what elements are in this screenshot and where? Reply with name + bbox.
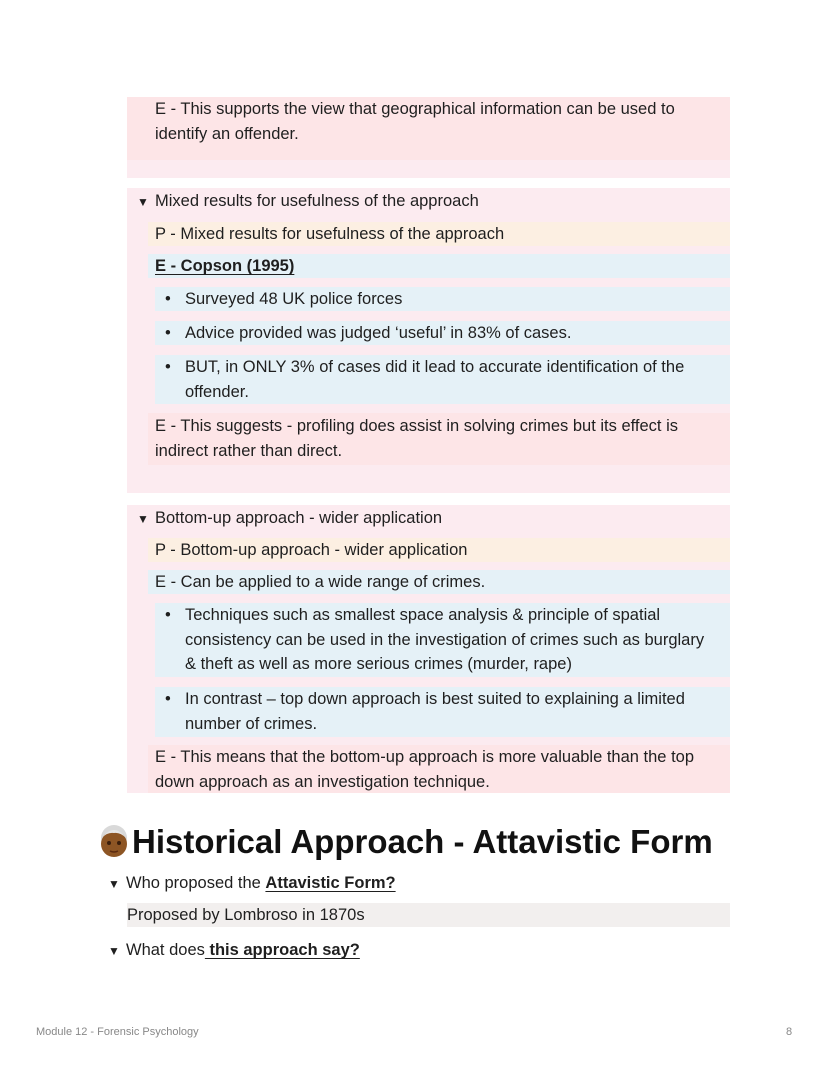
- explain-row: [148, 413, 730, 465]
- bullet-icon: •: [165, 690, 171, 708]
- footer-page-number: 8: [786, 1026, 793, 1038]
- evidence-row: [148, 570, 730, 594]
- toggle-mixed-results[interactable]: [137, 189, 727, 213]
- evidence-row: [148, 254, 730, 278]
- bullet-text: BUT, in ONLY 3% of cases did it lead to accurate identification of the offender.: [185, 358, 685, 401]
- bullet-text: Techniques such as smallest space analysis & principle of spatial consistency can be used in the investigation of crimes such as burglary & theft as well as more serious crimes (murder, rape): [185, 606, 705, 673]
- evaluation-block-2: [127, 188, 730, 493]
- bullet-icon: •: [165, 324, 171, 342]
- evidence-text: E - Can be applied to a wide range of crimes.: [155, 573, 486, 591]
- explain-row: [127, 97, 730, 160]
- bullet-text: Advice provided was judged ‘useful’ in 83% of cases.: [185, 324, 572, 342]
- answer-text: Proposed by Lombroso in 1870s: [127, 906, 365, 924]
- bullet-item: [155, 603, 730, 677]
- toggle-label-bold: Attavistic Form?: [265, 874, 396, 892]
- toggle-label-bold: this approach say?: [204, 941, 360, 959]
- bullet-text: In contrast – top down approach is best suited to explaining a limited number of crimes.: [185, 690, 685, 733]
- evaluation-block-3: [127, 505, 730, 793]
- toggle-triangle-icon[interactable]: ▼: [137, 195, 149, 209]
- bullet-icon: •: [165, 606, 171, 624]
- section-title: Historical Approach - Attavistic Form: [132, 823, 713, 860]
- toggle-triangle-icon[interactable]: ▼: [137, 512, 149, 526]
- toggle-label: Mixed results for usefulness of the approach: [155, 192, 479, 210]
- bullet-item: [155, 355, 730, 404]
- toggle-who-proposed[interactable]: [108, 871, 728, 895]
- toggle-label: Bottom-up approach - wider application: [155, 509, 443, 527]
- point-text: P - Bottom-up approach - wider application: [155, 541, 468, 559]
- section-heading: [98, 820, 713, 864]
- toggle-bottom-up[interactable]: [137, 506, 727, 530]
- bullet-item: [155, 287, 730, 311]
- evidence-heading: E - Copson (1995): [155, 257, 295, 275]
- answer-row: [127, 903, 730, 927]
- explain-row: [148, 745, 730, 793]
- elderly-person-emoji-icon: [98, 824, 130, 858]
- bullet-item: [155, 321, 730, 345]
- evaluation-block-1: [127, 97, 730, 178]
- bullet-icon: •: [165, 290, 171, 308]
- bullet-text: Surveyed 48 UK police forces: [185, 290, 403, 308]
- bullet-icon: •: [165, 358, 171, 376]
- footer-module-title: Module 12 - Forensic Psychology: [36, 1026, 199, 1038]
- point-row: [148, 538, 730, 562]
- explain-text: E - This suggests - profiling does assist in solving crimes but its effect is indirect rather than direct.: [155, 417, 679, 460]
- bullet-item: [155, 687, 730, 737]
- toggle-what-does[interactable]: [108, 938, 728, 962]
- explain-text: E - This supports the view that geographical information can be used to identify an offender.: [155, 100, 675, 143]
- point-row: [148, 222, 730, 246]
- toggle-triangle-icon[interactable]: ▼: [108, 877, 120, 891]
- toggle-triangle-icon[interactable]: ▼: [108, 944, 120, 958]
- toggle-label: What does: [126, 941, 205, 959]
- explain-text: E - This means that the bottom-up approach is more valuable than the top down approach as an investigation technique.: [155, 748, 695, 791]
- toggle-label: Who proposed the: [126, 874, 266, 892]
- point-text: P - Mixed results for usefulness of the approach: [155, 225, 505, 243]
